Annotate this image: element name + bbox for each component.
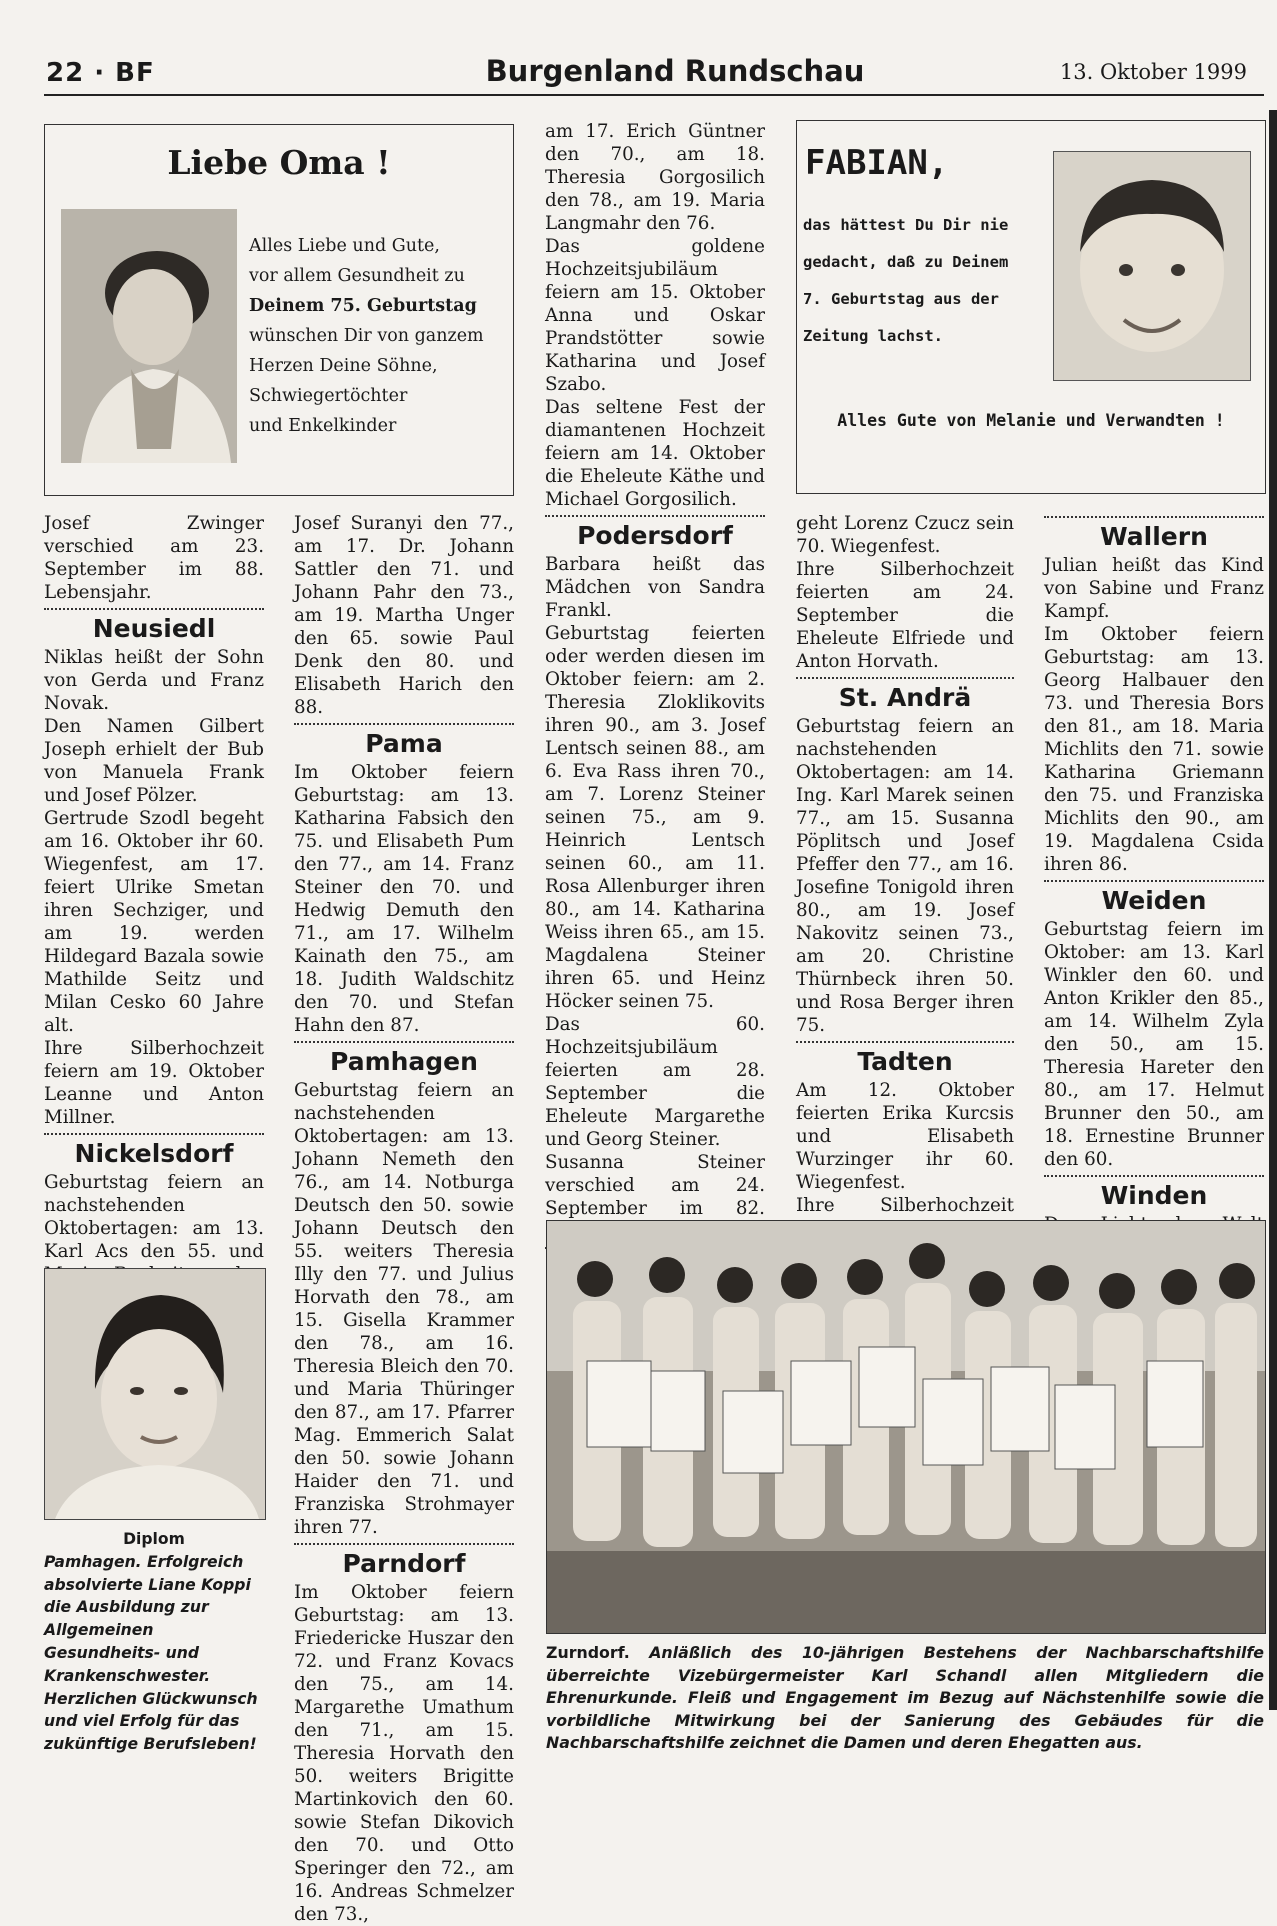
paragraph: Geburtstag feiern an nachstehenden Oktobertagen: am 13. Karl Acs den 55. und [44, 1172, 264, 1262]
section-title-parndorf: Parndorf [342, 1549, 466, 1578]
paragraph: geht Lorenz Czucz sein 70. Wiegenfest. [796, 513, 1014, 557]
paragraph: am 17. Erich Güntner den 70., am 18. Theresia Gorgosilich den 78., am 19. Maria Langmahr den 76. [545, 121, 765, 234]
oma-message [249, 231, 499, 441]
section-divider [545, 515, 765, 517]
fabian-photo [1053, 151, 1251, 381]
oma-line: vor allem Gesundheit zu [249, 266, 465, 286]
oma-title: Liebe Oma ! [167, 143, 391, 182]
oma-line: Schwiegertöchter [249, 386, 408, 406]
section-title-nickelsdorf: Nickelsdorf [74, 1139, 234, 1168]
newspaper-title: Burgenland Rundschau [485, 54, 865, 88]
diplom-title: Diplom [123, 1530, 185, 1548]
oma-line: und Enkelkinder [249, 416, 397, 436]
fabian-greeting-box [796, 120, 1266, 494]
paragraph: Ihre Silberhochzeit feiern am 19. Oktober Leanne und Anton Millner. [44, 1038, 264, 1128]
section-divider [294, 1041, 514, 1043]
fabian-line: gedacht, daß zu Deinem [803, 253, 1009, 271]
section-divider [44, 1133, 264, 1135]
page-edge [1269, 110, 1277, 1710]
section-title-pamhagen: Pamhagen [330, 1047, 478, 1076]
paragraph: Ihre Silberhochzeit [796, 1195, 1014, 1216]
section-title-st-andrae: St. Andrä [838, 683, 972, 712]
section-title-neusiedl: Neusiedl [92, 614, 216, 643]
fabian-message [803, 207, 1023, 355]
paragraph: Das goldene Hochzeitsjubiläum feiern am 15. Oktober Anna und Oskar Prandstötter sowie Katharina und Josef Szabo. [545, 236, 765, 395]
oma-photo [61, 209, 237, 463]
section-title-winden: Winden [1100, 1181, 1208, 1210]
paragraph: Im Oktober feiern Geburtstag: am 13. Katharina Fabsich den 75. und Elisabeth Pum den 77., am 14. Franz Steiner den 70. und Hedwig Demuth den 71., am 17. Wilhelm Kainath den 75., am 18. Judith Waldschitz den 70. und Stefan Hahn den 87. [294, 762, 514, 1036]
paragraph: Gertrude Szodl begeht am 16. Oktober ihr 60. Wiegenfest, am 17. feiert Ulrike Smetan ihren Sechziger, und am 19. werden Hildegard Bazala sowie Mathilde Seitz und Milan Cesko 60 Jahre alt. [44, 808, 264, 1036]
section-title-podersdorf: Podersdorf [577, 521, 733, 550]
page-number: 22 · BF [46, 58, 155, 88]
paragraph: Geburtstag feiern an nachstehenden Oktobertagen: am 14. Ing. Karl Marek seinen 77., am 15. Susanna Pöplitsch und Josef Pfeffer den 77., am 16. Josefine Tonigold ihren 80., am 19. Josef Nakovitz seinen 73., am 20. Christine Thürnbeck ihren 50. und Rosa Berger ihren 75. [796, 716, 1014, 1036]
diplom-text: Pamhagen. Erfolgreich absolvierte Liane Koppi die Ausbildung zur Allgemeinen Gesundheits- und Krankenschwester. Herzlichen Glückwunsch und viel Erfolg für das zukünftige Berufsleben! [44, 1552, 258, 1754]
section-title-weiden: Weiden [1101, 886, 1207, 915]
section-divider [1044, 516, 1264, 518]
paragraph: Den Namen Gilbert Joseph erhielt der Bub von Manuela Frank und Josef Pölzer. [44, 716, 264, 806]
section-divider [44, 608, 264, 610]
oma-line: Herzen Deine Söhne, [249, 356, 438, 376]
diplom-photo [44, 1268, 266, 1520]
issue-date: 13. Oktober 1999 [1059, 60, 1247, 84]
paragraph: Barbara heißt das Mädchen von Sandra Frankl. [545, 554, 765, 621]
paragraph: Julian heißt das Kind von Sabine und Franz Kampf. [1044, 555, 1264, 622]
column-2 [294, 512, 514, 1926]
zurndorf-group-photo [546, 1220, 1266, 1634]
paragraph: Geburtstag feiern an nachstehenden Oktobertagen: am 13. Johann Nemeth den 76., am 14. Notburga Deutsch den 50. sowie Johann Deutsch den 55. weiters Theresia Illy den 77. und Julius Horvath den 78., am 15. Gisella Krammer den 78., am 16. Theresia Bleich den 70. und Maria Thüringer den 87., am 17. Pfarrer Mag. Emmerich Salat den 50. sowie Johann Haider den 71. und Franziska Strohmayer ihren 77. [294, 1080, 514, 1538]
column-3 [545, 120, 765, 1377]
paragraph: Geburtstag feiern im Oktober: am 13. Karl Winkler den 60. und Anton Krikler den 85., am 14. Wilhelm Zyla den 50., am 15. Theresia Hareter den 80., am 17. Helmut Brunner den 50., am 18. Ernestine Brunner den 60. [1044, 919, 1264, 1170]
oma-line: wünschen Dir von ganzem [249, 326, 484, 346]
paragraph: Im Oktober feiern Geburtstag: am 13. Georg Halbauer den 73. und Theresia Bors den 81., am 18. Maria Michlits den 71. sowie Katharina Griemann den 75. und Franziska Michlits den 90., am 19. Magdalena Csida ihren 86. [1044, 624, 1264, 875]
paragraph: Ihre Silberhochzeit feierten am 24. September die Eheleute Elfriede und Anton Horvath. [796, 559, 1014, 672]
paragraph: Geburtstag feierten oder werden diesen im Oktober feiern: am 2. Theresia Zloklikovits ihren 90., am 3. Josef Lentsch seinen 88., am 6. Eva Rass ihren 70., am 7. Lorenz Steiner seinen 75., am 9. Heinrich Lentsch seinen 60., am 11. Rosa Allenburger ihren 80., am 14. Katharina Weiss ihren 65., am 15. Magdalena Steiner ihren 65. und Heinz Höcker seinen 75. [545, 623, 765, 1012]
section-title-pama: Pama [365, 729, 443, 758]
section-divider [1044, 880, 1264, 882]
header-rule [44, 94, 1264, 96]
paragraph: Im Oktober feiern Geburtstag: am 13. Friedericke Huszar den 72. und Franz Kovacs den 75., am 14. Margarethe Umathum den 71., am 15. Theresia Horvath den 50. weiters Brigitte Martinkovich den 60. sowie Stefan Dikovich den 70. und Otto Speringer den 72., am 16. Andreas Schmelzer den 73., [294, 1582, 514, 1925]
paragraph: Das seltene Fest der diamantenen Hochzeit feiern am 14. Oktober die Eheleute Käthe und Michael Gorgosilich. [545, 397, 765, 510]
section-divider [796, 1041, 1014, 1043]
diplom-caption [44, 1528, 264, 1756]
paragraph: Das 60. Hochzeitsjubiläum feierten am 28. September die Eheleute Margarethe und Georg Steiner. [545, 1014, 765, 1150]
paragraph: Josef Suranyi den 77., am 17. Dr. Johann Sattler den 71. und Johann Pahr den 73., am 19. Martha Unger den 65. sowie Paul Denk den 80. und Elisabeth Harich den 88. [294, 513, 514, 718]
zurndorf-text: Anläßlich des 10-jährigen Bestehens der Nachbarschaftshilfe überreichte Vizebürgermeister Karl Schandl allen Mitgliedern die Ehrenurkunde. Fleiß und Engagement im Bezug auf Nächstenhilfe sowie die vorbildliche Mitwirkung bei der Sanierung des Gebäudes für die Nachbarschaftshilfe zeichnet die Damen und deren Ehegatten aus. [546, 1643, 1264, 1752]
fabian-line: 7. Geburtstag aus der [803, 290, 999, 308]
zurndorf-lead: Zurndorf. [546, 1643, 630, 1662]
zurndorf-caption [546, 1642, 1264, 1755]
paragraph: Josef Zwinger verschied am 23. September im 88. Lebensjahr. [44, 513, 264, 603]
oma-line: Alles Liebe und Gute, [249, 236, 440, 256]
section-divider [796, 677, 1014, 679]
paragraph: Am 12. Oktober feierten Erika Kurcsis und Elisabeth Wurzinger ihr 60. Wiegenfest. [796, 1080, 1014, 1193]
fabian-name: FABIAN, [805, 143, 949, 183]
section-divider [294, 1543, 514, 1545]
oma-greeting-box [44, 124, 514, 496]
oma-line: Deinem 75. Geburtstag [249, 296, 477, 316]
fabian-line: Zeitung lachst. [803, 327, 943, 345]
section-title-wallern: Wallern [1100, 522, 1208, 551]
fabian-line: das hättest Du Dir nie [803, 216, 1009, 234]
column-4 [796, 512, 1014, 1309]
section-divider [294, 723, 514, 725]
paragraph: Susanna Steiner verschied am 24. September im 82. [545, 1152, 765, 1219]
fabian-closing: Alles Gute von Melanie und Verwandten ! [837, 411, 1225, 430]
paragraph: Niklas heißt der Sohn von Gerda und Franz Novak. [44, 647, 264, 714]
section-title-tadten: Tadten [857, 1047, 953, 1076]
column-5 [1044, 512, 1264, 1305]
section-divider [1044, 1175, 1264, 1177]
